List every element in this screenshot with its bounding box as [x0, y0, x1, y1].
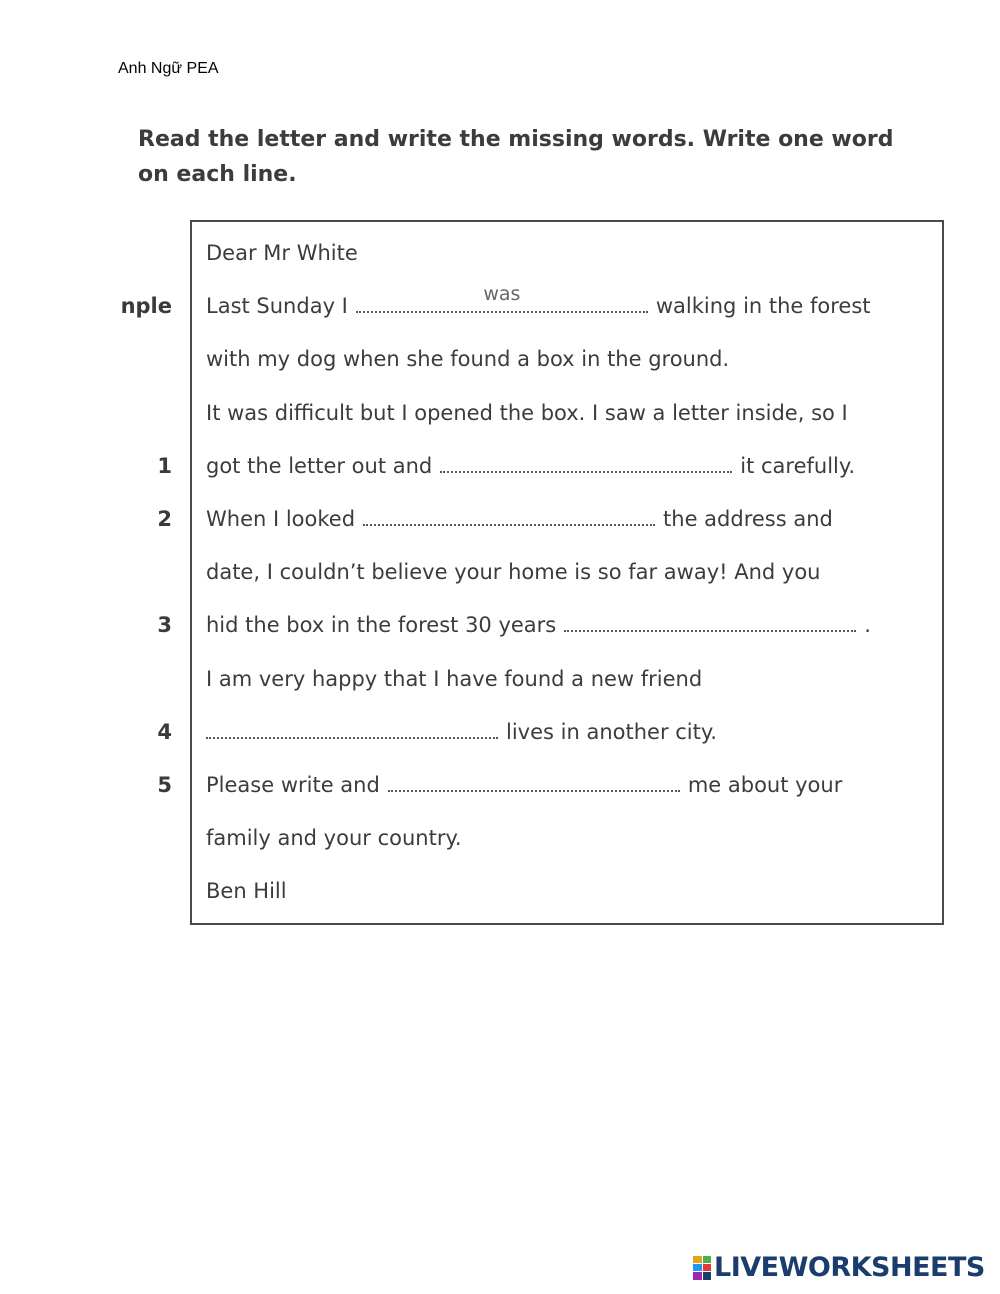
- letter-line: date, I couldn’t believe your home is so far away! And you: [206, 560, 821, 585]
- greeting: Dear Mr White: [206, 241, 358, 265]
- gap-line: [206, 504, 833, 534]
- answer-blank[interactable]: [564, 610, 856, 632]
- letter-row: [0, 398, 1000, 451]
- text-before-gap: Please write and: [206, 773, 380, 797]
- letter-row: [0, 504, 1000, 557]
- gap-line: [206, 283, 871, 321]
- text-after-gap: walking in the forest: [655, 294, 871, 319]
- text-after-gap: .: [864, 613, 871, 638]
- answer-blank[interactable]: [388, 770, 680, 792]
- letter-row: [0, 344, 1000, 397]
- question-number: 1: [157, 453, 172, 478]
- signature: Ben Hill: [206, 879, 287, 904]
- letter-row: [0, 717, 1000, 770]
- answer-blank[interactable]: [356, 283, 648, 313]
- gap-line: [206, 451, 855, 481]
- letter-row: [0, 283, 1000, 344]
- letter-row: [0, 557, 1000, 610]
- text-before-gap: got the letter out and: [206, 453, 433, 478]
- question-number: 4: [157, 719, 172, 744]
- gap-line: [206, 610, 871, 640]
- text-before-gap: Last Sunday I: [206, 294, 348, 319]
- letter-row: [0, 610, 1000, 663]
- question-number: 3: [157, 613, 172, 638]
- text-after-gap: it carefully.: [740, 453, 855, 478]
- letter-row: [0, 770, 1000, 823]
- gap-line: [206, 770, 842, 800]
- letter-line: with my dog when she found a box in the ground.: [206, 347, 730, 372]
- question-number: 2: [157, 507, 172, 531]
- answer-blank[interactable]: [440, 451, 732, 473]
- letter-line: I am very happy that I have found a new friend: [206, 666, 703, 691]
- text-before-gap: hid the box in the forest 30 years: [206, 613, 557, 638]
- letter-row: [0, 823, 1000, 876]
- letter-row: [0, 876, 1000, 929]
- liveworksheets-logo: [693, 1252, 985, 1283]
- gap-line: [206, 717, 717, 747]
- answer-blank[interactable]: [363, 504, 655, 526]
- logo-icon: [693, 1256, 711, 1280]
- letter-row: [0, 664, 1000, 717]
- header-text: Anh Ngữ PEA: [118, 60, 219, 77]
- letter-row: [0, 451, 1000, 504]
- question-number: 5: [157, 773, 172, 797]
- letter-line: family and your country.: [206, 826, 462, 851]
- answer-blank[interactable]: [206, 717, 498, 739]
- letter-line: It was difficult but I opened the box. I saw a letter inside, so I: [206, 400, 848, 425]
- logo-text: LIVEWORKSHEETS: [714, 1252, 985, 1283]
- text-before-gap: When I looked: [206, 507, 356, 531]
- instructions: Read the letter and write the missing words. Write one word on each line.: [138, 127, 894, 187]
- answer-text: was: [483, 283, 521, 306]
- text-after-gap: me about your: [687, 773, 843, 797]
- question-number: nple: [120, 294, 172, 319]
- text-after-gap: lives in another city.: [506, 719, 717, 744]
- text-after-gap: the address and: [663, 507, 833, 531]
